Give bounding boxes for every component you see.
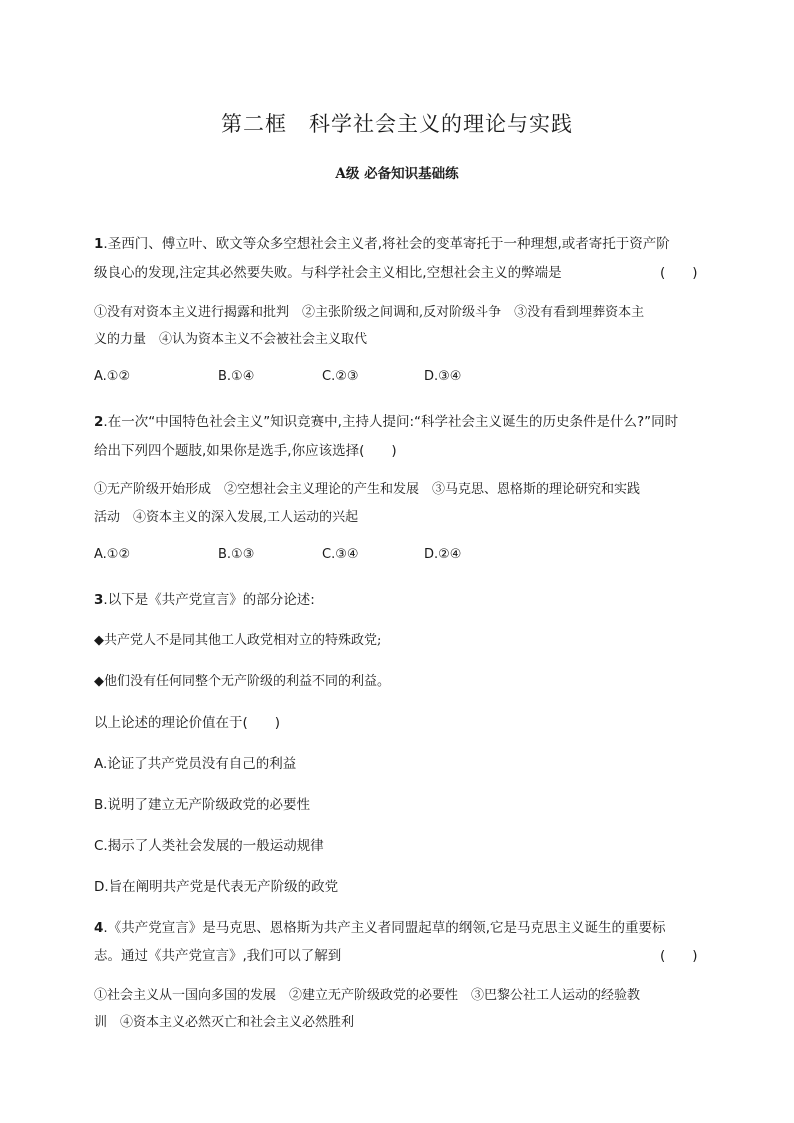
question-2-items-line-1: ①无产阶级开始形成 ②空想社会主义理论的产生和发展 ③马克思、恩格斯的理论研究和实践 (94, 482, 641, 497)
option-b: B.①④ (218, 369, 255, 384)
question-2-line-1 (94, 410, 678, 430)
question-number: 2 (94, 414, 104, 430)
question-number: 1 (94, 236, 104, 252)
option-a: A.①② (94, 547, 131, 562)
option-a: A.①② (94, 369, 131, 384)
quote-line-2: ◆他们没有任何同整个无产阶级的利益不同的利益。 (94, 674, 390, 689)
question-text: .在一次“中国特色社会主义”知识竞赛中,主持人提问:“科学社会主义诞生的历史条件是什么?”同时 (103, 414, 679, 430)
question-1-line-1 (94, 232, 670, 252)
question-2-items-line-2: 活动 ④资本主义的深入发展,工人运动的兴起 (94, 510, 359, 525)
question-text: .《共产党宣言》是马克思、恩格斯为共产主义者同盟起草的纲领,它是马克思主义诞生的重要标 (103, 920, 666, 936)
option-c: C.③④ (322, 547, 359, 562)
option-b: B.①③ (218, 547, 255, 562)
option-c: C.②③ (322, 369, 359, 384)
question-4-line-1 (94, 916, 666, 936)
question-4-line-2: 志。通过《共产党宣言》,我们可以了解到 (94, 948, 342, 964)
option-c: C.揭示了人类社会发展的一般运动规律 (94, 838, 324, 854)
option-a: A.论证了共产党员没有自己的利益 (94, 756, 297, 772)
question-4-items-line-2: 训 ④资本主义必然灭亡和社会主义必然胜利 (94, 1015, 355, 1030)
answer-bracket: ( ) (660, 265, 698, 281)
question-1-items-line-2: 义的力量 ④认为资本主义不会被社会主义取代 (94, 332, 368, 347)
question-number: 4 (94, 920, 104, 936)
option-d: D.②④ (424, 547, 462, 562)
answer-bracket: ( ) (660, 948, 698, 964)
option-d: D.③④ (424, 369, 462, 384)
quote-line-1: ◆共产党人不是同其他工人政党相对立的特殊政党; (94, 633, 382, 648)
question-3-prompt: 以上论述的理论价值在于( ) (94, 715, 281, 731)
question-number: 3 (94, 592, 104, 608)
question-1-line-2: 级良心的发现,注定其必然要失败。与科学社会主义相比,空想社会主义的弊端是 (94, 265, 562, 281)
question-4-items-line-1: ①社会主义从一国向多国的发展 ②建立无产阶级政党的必要性 ③巴黎公社工人运动的经验教 (94, 988, 641, 1003)
question-1-items-line-1: ①没有对资本主义进行揭露和批判 ②主张阶级之间调和,反对阶级斗争 ③没有看到埋葬资本主 (94, 305, 645, 320)
question-2-line-2: 给出下列四个题肢,如果你是选手,你应该选择( ) (94, 443, 397, 459)
option-b: B.说明了建立无产阶级政党的必要性 (94, 797, 311, 813)
question-3-line-1 (94, 588, 315, 608)
option-d: D.旨在阐明共产党是代表无产阶级的政党 (94, 879, 339, 895)
question-text: .圣西门、傅立叶、欧文等众多空想社会主义者,将社会的变革寄托于一种理想,或者寄托于资产阶 (103, 236, 670, 252)
section-subtitle: A级 必备知识基础练 (335, 166, 459, 182)
question-text: .以下是《共产党宣言》的部分论述: (103, 592, 315, 608)
page-title: 第二框 科学社会主义的理论与实践 (221, 112, 573, 136)
